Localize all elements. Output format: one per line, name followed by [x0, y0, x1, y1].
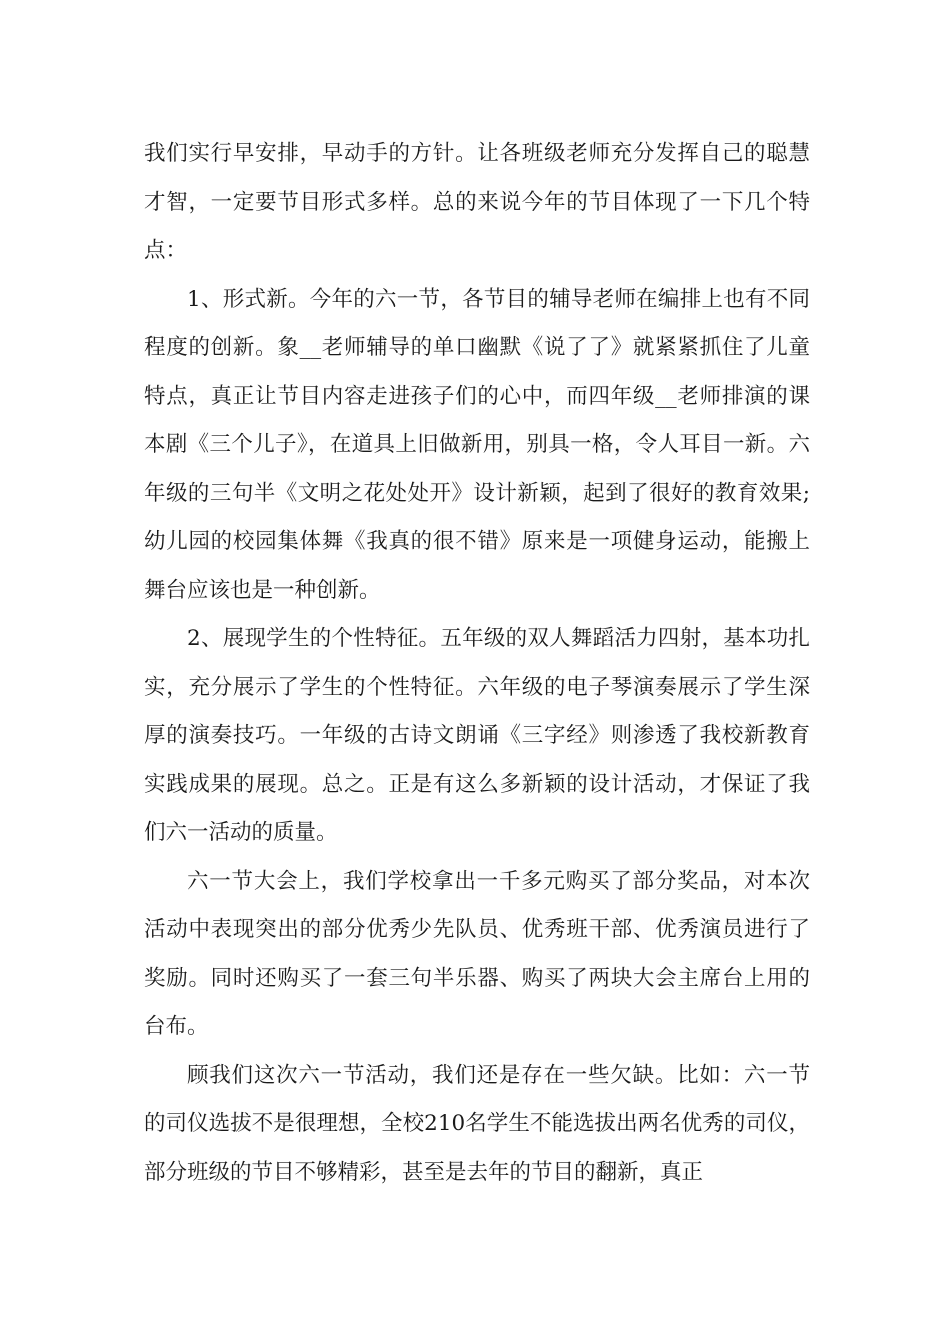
document-body [144, 130, 810, 1197]
paragraph-point-1: 1、形式新。今年的六一节，各节目的辅导老师在编排上也有不同程度的创新。象__老师辅导的单口幽默《说了了》就紧紧抓住了儿童特点，真正让节目内容走进孩子们的心中，而四年级__老师排演的课本剧《三个儿子》，在道具上旧做新用，别具一格，令人耳目一新。六年级的三句半《文明之花处处开》设计新颖，起到了很好的教育效果;幼儿园的校园集体舞《我真的很不错》原来是一项健身运动，能搬上舞台应该也是一种创新。 [144, 286, 810, 603]
paragraph-intro: 我们实行早安排，早动手的方针。让各班级老师充分发挥自己的聪慧才智，一定要节目形式多样。总的来说今年的节目体现了一下几个特点： [144, 141, 810, 263]
paragraph-point-2: 2、展现学生的个性特征。五年级的双人舞蹈活力四射，基本功扎实，充分展示了学生的个性特征。六年级的电子琴演奏展示了学生深厚的演奏技巧。一年级的古诗文朗诵《三字经》则渗透了我校新教育实践成果的展现。总之。正是有这么多新颖的设计活动，才保证了我们六一活动的质量。 [144, 626, 810, 845]
paragraph-awards: 六一节大会上，我们学校拿出一千多元购买了部分奖品，对本次活动中表现突出的部分优秀少先队员、优秀班干部、优秀演员进行了奖励。同时还购买了一套三句半乐器、购买了两块大会主席台上用的台布。 [144, 868, 810, 1039]
paragraph-shortcomings: 顾我们这次六一节活动，我们还是存在一些欠缺。比如：六一节的司仪选拔不是很理想，全校210名学生不能选拔出两名优秀的司仪，部分班级的节目不够精彩，甚至是去年的节目的翻新，真正 [144, 1062, 810, 1185]
